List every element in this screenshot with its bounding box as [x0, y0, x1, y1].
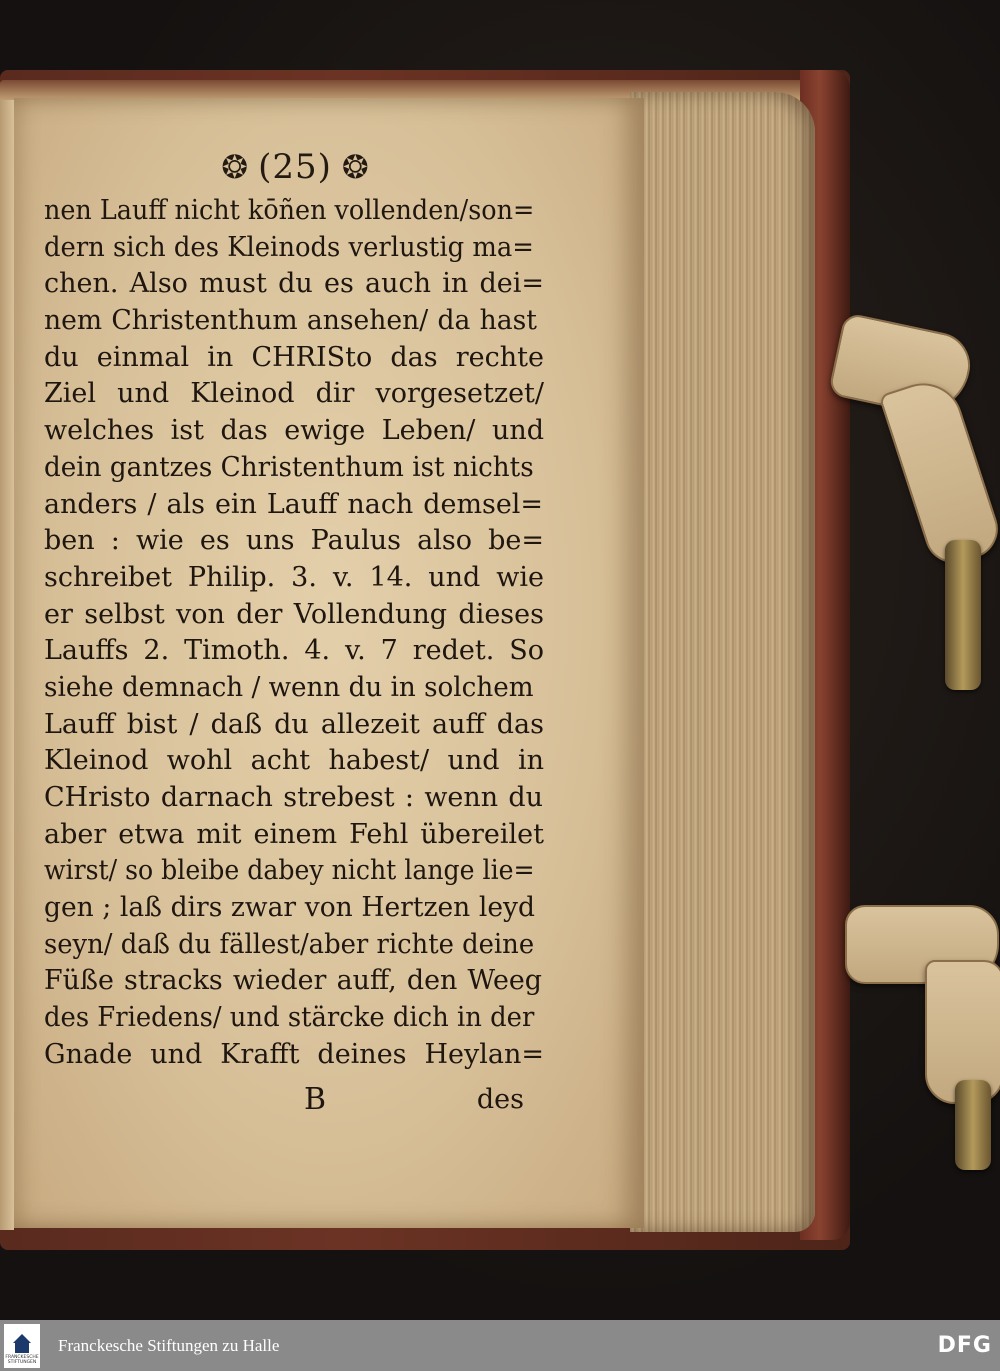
page-footer: [44, 1082, 524, 1122]
institution-name[interactable]: Franckesche Stiftungen zu Halle: [58, 1335, 280, 1355]
text-line: seyn/ daß du fällest/aber richte deine: [44, 928, 535, 960]
page-fore-edge: [630, 92, 815, 1232]
ornament-left-icon: ❂: [221, 148, 249, 186]
catchword: des: [476, 1084, 524, 1115]
text-line: anders / als ein Lauff nach demsel=: [44, 488, 543, 520]
text-line: nen Lauff nicht kōñen vollenden/son=: [44, 195, 535, 226]
signature-mark: B: [304, 1082, 327, 1117]
text-line: dein gantzes Christenthum ist nichts: [44, 451, 534, 483]
institution-logo[interactable]: [4, 1324, 40, 1368]
text-line: Lauff bist / daß du allezeit auff das: [44, 708, 544, 740]
text-line: er selbst von der Vollendung dieses: [44, 598, 544, 630]
text-line: des Friedens/ und stärcke dich in der: [44, 1002, 535, 1034]
text-line: Gnade und Krafft deines Heylan=: [44, 1038, 544, 1070]
text-line: schreibet Philip. 3. v. 14. und wie: [44, 561, 544, 593]
institution-bar: [0, 1320, 1000, 1371]
text-line: CHristo darnach strebest : wenn du: [44, 782, 543, 813]
left-page-sliver: [0, 100, 14, 1230]
text-line: ben : wie es uns Paulus also be=: [44, 525, 544, 557]
text-line: welches ist das ewige Leben/ und: [44, 415, 544, 447]
text-line: Lauffs 2. Timoth. 4. v. 7 redet. So: [44, 635, 544, 667]
ornament-right-icon: ❂: [341, 148, 369, 186]
clasp-metal-upper: [945, 540, 981, 690]
text-line: du einmal in CHRISto das rechte: [44, 341, 544, 373]
house-icon: [13, 1334, 31, 1343]
text-line: wirst/ so bleibe dabey nicht lange lie=: [44, 855, 535, 887]
text-line: nem Christenthum ansehen/ da hast: [44, 305, 537, 337]
text-line: Füße stracks wieder auff, den Weeg: [44, 965, 542, 997]
page-number: (25): [258, 147, 332, 187]
text-line: dern sich des Kleinods verlustig ma=: [44, 231, 534, 263]
text-line: gen ; laß dirs zwar von Hertzen leyd: [44, 892, 535, 924]
text-line: aber etwa mit einem Fehl übereilet: [44, 818, 544, 850]
text-line: chen. Also must du es auch in dei=: [44, 268, 544, 300]
text-line: Ziel und Kleinod dir vorgesetzet/: [44, 378, 544, 410]
clasp-strap-upper-tail: [878, 373, 1000, 571]
logo-text-line1: FRANCKESCHE: [5, 1354, 39, 1360]
house-body-icon: [15, 1343, 29, 1353]
dfg-logo[interactable]: DFG: [937, 1333, 992, 1358]
page-header: [195, 142, 395, 192]
text-line: siehe demnach / wenn du in solchem: [44, 671, 534, 703]
clasp-metal-lower: [955, 1080, 991, 1170]
logo-text-line2: STIFTUNGEN: [7, 1359, 37, 1365]
text-line: Kleinod wohl acht habest/ und in: [44, 745, 544, 777]
page-text-block: [44, 193, 544, 1074]
